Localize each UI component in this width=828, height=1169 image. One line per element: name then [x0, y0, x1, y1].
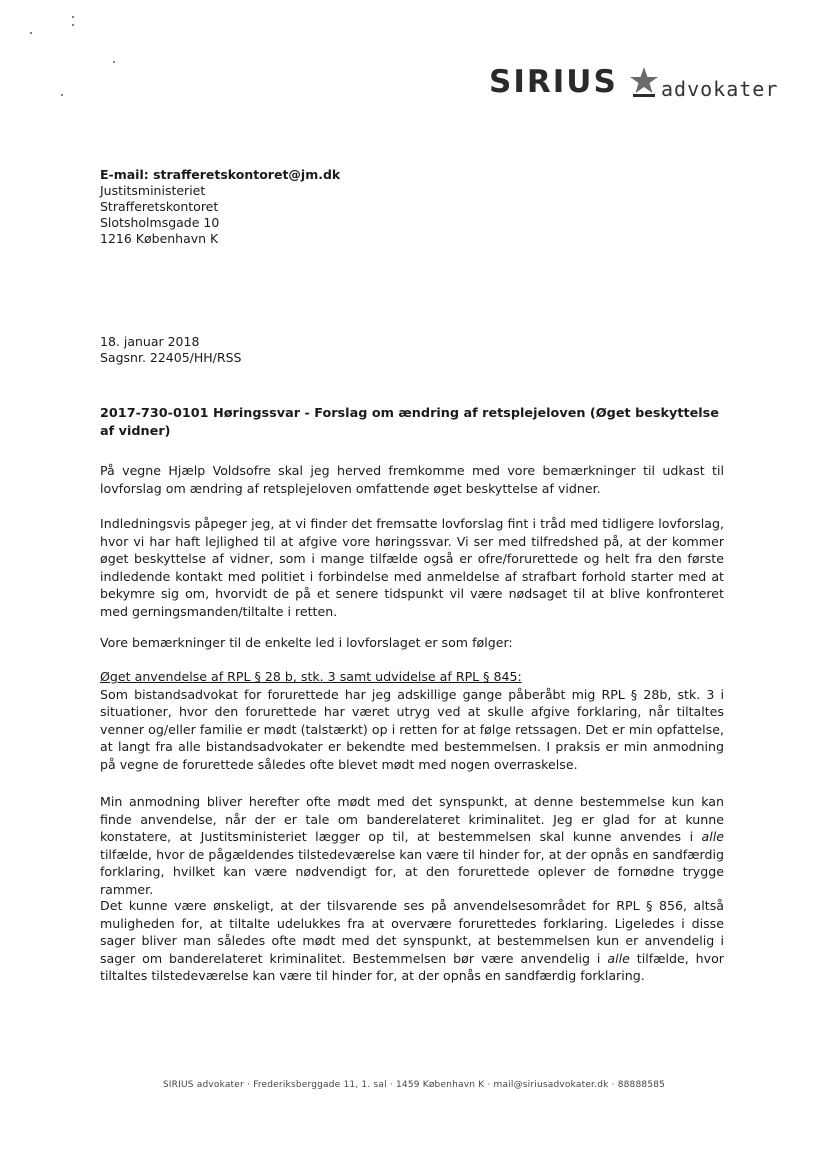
scan-speck	[30, 32, 32, 34]
paragraph-rpl-28b: Som bistandsadvokat for forurettede har jeg adskillige gange påberåbt mig RPL § 28b, stk. 3 i situationer, hvor den forurettede har været utryg ved at skulle afgive forklaring, når tiltaltes venner og/eller familie er mødt (talstærkt) op i retten for at følge retssagen. Det er min opfattelse, at langt fra alle bistandsadvokater er bekendte med bestemmelsen. I praksis er min anmodning på vegne de forurettede således ofte blevet mødt med nogen overraskelse.	[100, 686, 724, 772]
letter-meta	[100, 334, 241, 366]
letter-footer: SIRIUS advokater · Frederiksberggade 11, 1. sal · 1459 København K · mail@siriusadvokater.dk · 88888585	[162, 1080, 666, 1090]
paragraph-text: tilfælde, hvor tiltaltes tilstedeværelse kan være til hinder for, at der opnås en sandfærdig forklaring.	[100, 950, 724, 984]
paragraph-gang-crime	[100, 793, 724, 899]
scan-speck	[61, 94, 63, 96]
letter-date: 18. januar 2018	[100, 334, 200, 349]
star-icon	[629, 66, 659, 98]
scan-speck	[113, 61, 115, 63]
address-line: Strafferetskontoret	[100, 199, 219, 214]
logo-subtitle: advokater	[661, 77, 779, 101]
recipient-email: E-mail: strafferetskontoret@jm.dk	[100, 167, 341, 182]
paragraph-opening: Indledningsvis påpeger jeg, at vi finder det fremsatte lovforslag fint i tråd med tidligere lovforslag, hvor vi har haft lejlighed til at afgive vore høringssvar. Vi ser med tilfredshed på, at der kommer øget beskyttelse af vidner, som i mange tilfælde også er ofre/forurettede og helt fra den første indledende kontakt med politiet i forbindelse med anmeldelse af strafbart forhold starter med at bekymre sig om, hvorvidt de på et senere tidspunkt vil være nødsaget til at blive konfronteret med gerningsmanden/tiltalte i retten.	[100, 516, 724, 619]
recipient-address	[100, 183, 219, 247]
address-line: 1216 København K	[100, 231, 219, 246]
section-rpl-28b	[100, 668, 724, 774]
paragraph-intro: På vegne Hjælp Voldsofre skal jeg herved fremkomme med vore bemærkninger til udkast til lovforslag om ændring af retsplejeloven omfattende øget beskyttelse af vidner.	[100, 463, 724, 496]
section-title: Øget anvendelse af RPL § 28 b, stk. 3 samt udvidelse af RPL § 845:	[100, 669, 522, 684]
logo-word: SIRIUS	[489, 64, 618, 100]
letter-subject: 2017-730-0101 Høringssvar - Forslag om ændring af retsplejeloven (Øget beskyttelse af vidner)	[100, 406, 719, 439]
address-line: Slotsholmsgade 10	[100, 215, 220, 230]
paragraph-text: Min anmodning bliver herefter ofte mødt med det synspunkt, at denne bestemmelse kun kan finde anvendelse, når der er tale om banderelateret kriminalitet. Jeg er glad for at kunne konstatere, at Justitsministeriet lægger op til, at bestemmelsen skal kunne anvendes i	[100, 794, 724, 845]
scan-speck	[72, 16, 74, 18]
case-number: Sagsnr. 22405/HH/RSS	[100, 350, 242, 365]
paragraph-remarks-lead: Vore bemærkninger til de enkelte led i lovforslaget er som følger:	[100, 635, 513, 650]
address-line: Justitsministeriet	[100, 183, 206, 198]
emphasis-text: alle	[607, 950, 630, 966]
scan-speck	[72, 24, 74, 26]
paragraph-text: Det kunne være ønskeligt, at der tilsvarende ses på anvendelsesområdet for RPL § 856, altså muligheden for, at tiltalte udelukkes fra at overvære forurettedes forklaring. Ligeledes i disse sager bliver man således ofte mødt med det synspunkt, at bestemmelsen kun er anvendelig i sager om banderelateret kriminalitet. Bestemmelsen bør være anvendelig i	[100, 898, 724, 966]
paragraph-text: tilfælde, hvor de pågældendes tilstedeværelse kan være til hinder for, at der opnås en sandfærdig forklaring, hvilket kan være nødvendigt for, at den forurettede oplever de fornødne trygge rammer.	[100, 846, 724, 897]
emphasis-text: alle	[701, 829, 724, 845]
paragraph-rpl-856	[100, 897, 724, 985]
